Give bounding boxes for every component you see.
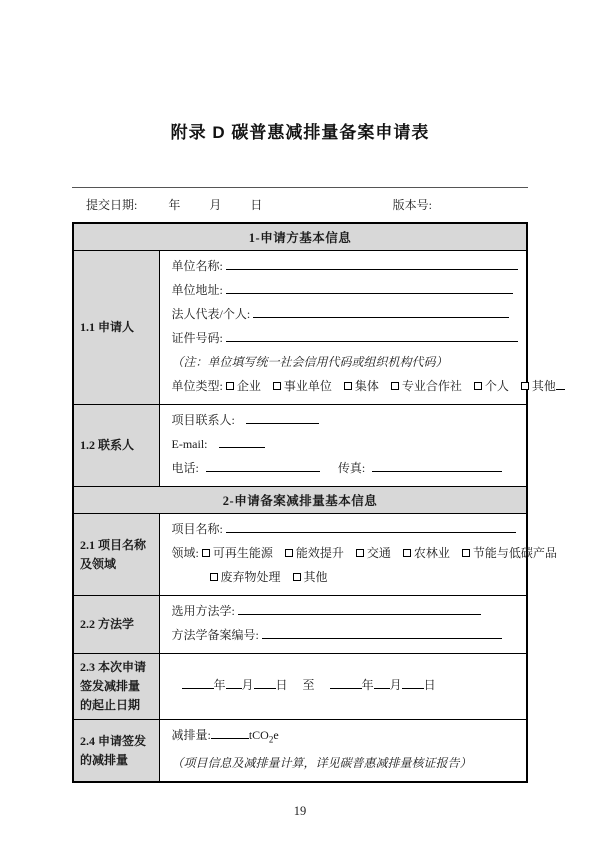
project-contact-blank[interactable] [246,412,319,424]
id-number-label: 证件号码: [171,331,223,345]
section-2-header: 2-申请备案减排量基本信息 [73,487,527,514]
row-label-methodology: 2.2 方法学 [73,596,159,654]
methodology-blank[interactable] [238,603,481,615]
unit-type-other-blank[interactable] [556,378,565,390]
row-label-contact: 1.2 联系人 [73,405,159,487]
applicant-content-cell [159,251,556,405]
project-content-cell [159,514,557,596]
unit-type-label: 单位类型: [171,379,223,393]
field-option-lowcarbon[interactable]: 节能与低碳产品 [462,546,557,560]
checkbox-icon[interactable] [356,549,364,557]
start-month-blank[interactable] [226,677,242,689]
record-no-blank[interactable] [262,627,502,639]
field-option-transport[interactable]: 交通 [356,546,391,560]
unit-type-option-cooperative[interactable]: 专业合作社 [391,379,462,393]
end-year-blank[interactable] [330,677,362,689]
submit-date-label: 提交日期: [86,198,138,212]
unit-name-blank[interactable] [226,258,518,270]
row-label-dates: 2.3 本次申请 签发减排量 的起止日期 [73,654,159,720]
unit-type-option-individual[interactable]: 个人 [474,379,509,393]
section-1-header: 1-申请方基本信息 [73,223,527,251]
checkbox-icon[interactable] [285,549,293,557]
start-year-blank[interactable] [182,677,214,689]
checkbox-icon[interactable] [273,382,281,390]
email-blank[interactable] [219,436,265,448]
application-form-table [72,222,557,783]
checkbox-icon[interactable] [521,382,529,390]
to-label: 至 [302,678,315,692]
month-label: 月 [209,198,222,212]
reduction-content-cell [159,720,527,783]
phone-blank[interactable] [206,460,320,472]
table-row [73,720,527,783]
submit-date-group [86,196,262,213]
table-row [73,514,527,596]
field-options-row [171,541,557,565]
end-day-blank[interactable] [402,677,424,689]
page-title: 附录 D 碳普惠减排量备案申请表 [170,123,430,142]
version-label: 版本号: [392,198,432,212]
meta-row [72,187,528,222]
reduction-amount-blank[interactable] [211,727,249,739]
version-group [393,196,432,213]
fax-label: 传真: [337,461,366,475]
reduction-note: （项目信息及减排量计算，详见碳普惠减排量核证报告） [171,756,472,771]
unit-type-row [171,374,556,398]
page-number: 19 [293,804,307,819]
reduction-unit: tCO$_2$e [248,728,279,745]
methodology-label: 选用方法学: [171,604,235,618]
project-contact-label: 项目联系人: [171,413,235,427]
table-row [73,654,527,720]
field-option-other[interactable]: 其他 [293,570,328,584]
field-label: 领域: [171,546,199,560]
field-option-renewable[interactable]: 可再生能源 [202,546,273,560]
unit-address-blank[interactable] [226,282,513,294]
checkbox-icon[interactable] [226,382,234,390]
row-label-reduction: 2.4 申请签发 的减排量 [73,720,159,783]
field-option-efficiency[interactable]: 能效提升 [285,546,344,560]
phone-label: 电话: [171,461,199,475]
reduction-amount-label: 减排量: [171,728,211,742]
checkbox-icon[interactable] [403,549,411,557]
start-day-blank[interactable] [254,677,276,689]
fax-blank[interactable] [372,460,502,472]
field-option-agriculture[interactable]: 农林业 [403,546,450,560]
unit-address-label: 单位地址: [171,283,223,297]
field-options-row-2 [210,565,519,589]
unit-type-option-institution[interactable]: 事业单位 [273,379,332,393]
checkbox-icon[interactable] [474,382,482,390]
end-month-blank[interactable] [374,677,390,689]
day-label: 日 [250,198,263,212]
id-number-blank[interactable] [226,330,518,342]
row-label-applicant: 1.1 申请人 [73,251,159,405]
field-option-waste[interactable]: 废弃物处理 [210,570,281,584]
checkbox-icon[interactable] [391,382,399,390]
record-no-label: 方法学备案编号: [171,628,259,642]
table-row [73,405,527,487]
project-name-label: 项目名称: [171,522,223,536]
year-label: 年 [168,198,181,212]
unit-type-option-enterprise[interactable]: 企业 [226,379,261,393]
applicant-note: （注：单位填写统一社会信用代码或组织机构代码） [171,355,448,369]
legal-rep-label: 法人代表/个人: [171,307,251,321]
checkbox-icon[interactable] [293,573,301,581]
unit-type-option-collective[interactable]: 集体 [344,379,379,393]
checkbox-icon[interactable] [344,382,352,390]
unit-type-option-other[interactable]: 其他 [521,379,565,393]
table-row [73,596,527,654]
project-name-blank[interactable] [226,521,516,533]
contact-content-cell [159,405,527,487]
email-label: E-mail: [171,437,208,451]
table-row [73,251,527,405]
dates-content-cell [159,654,527,720]
date-range-row: 年 月 日 至 年 月 日 [182,673,519,697]
methodology-content-cell [159,596,527,654]
checkbox-icon[interactable] [210,573,218,581]
legal-rep-blank[interactable] [253,306,509,318]
row-label-project: 2.1 项目名称 及领域 [73,514,159,596]
unit-name-label: 单位名称: [171,259,223,273]
checkbox-icon[interactable] [202,549,210,557]
checkbox-icon[interactable] [462,549,470,557]
